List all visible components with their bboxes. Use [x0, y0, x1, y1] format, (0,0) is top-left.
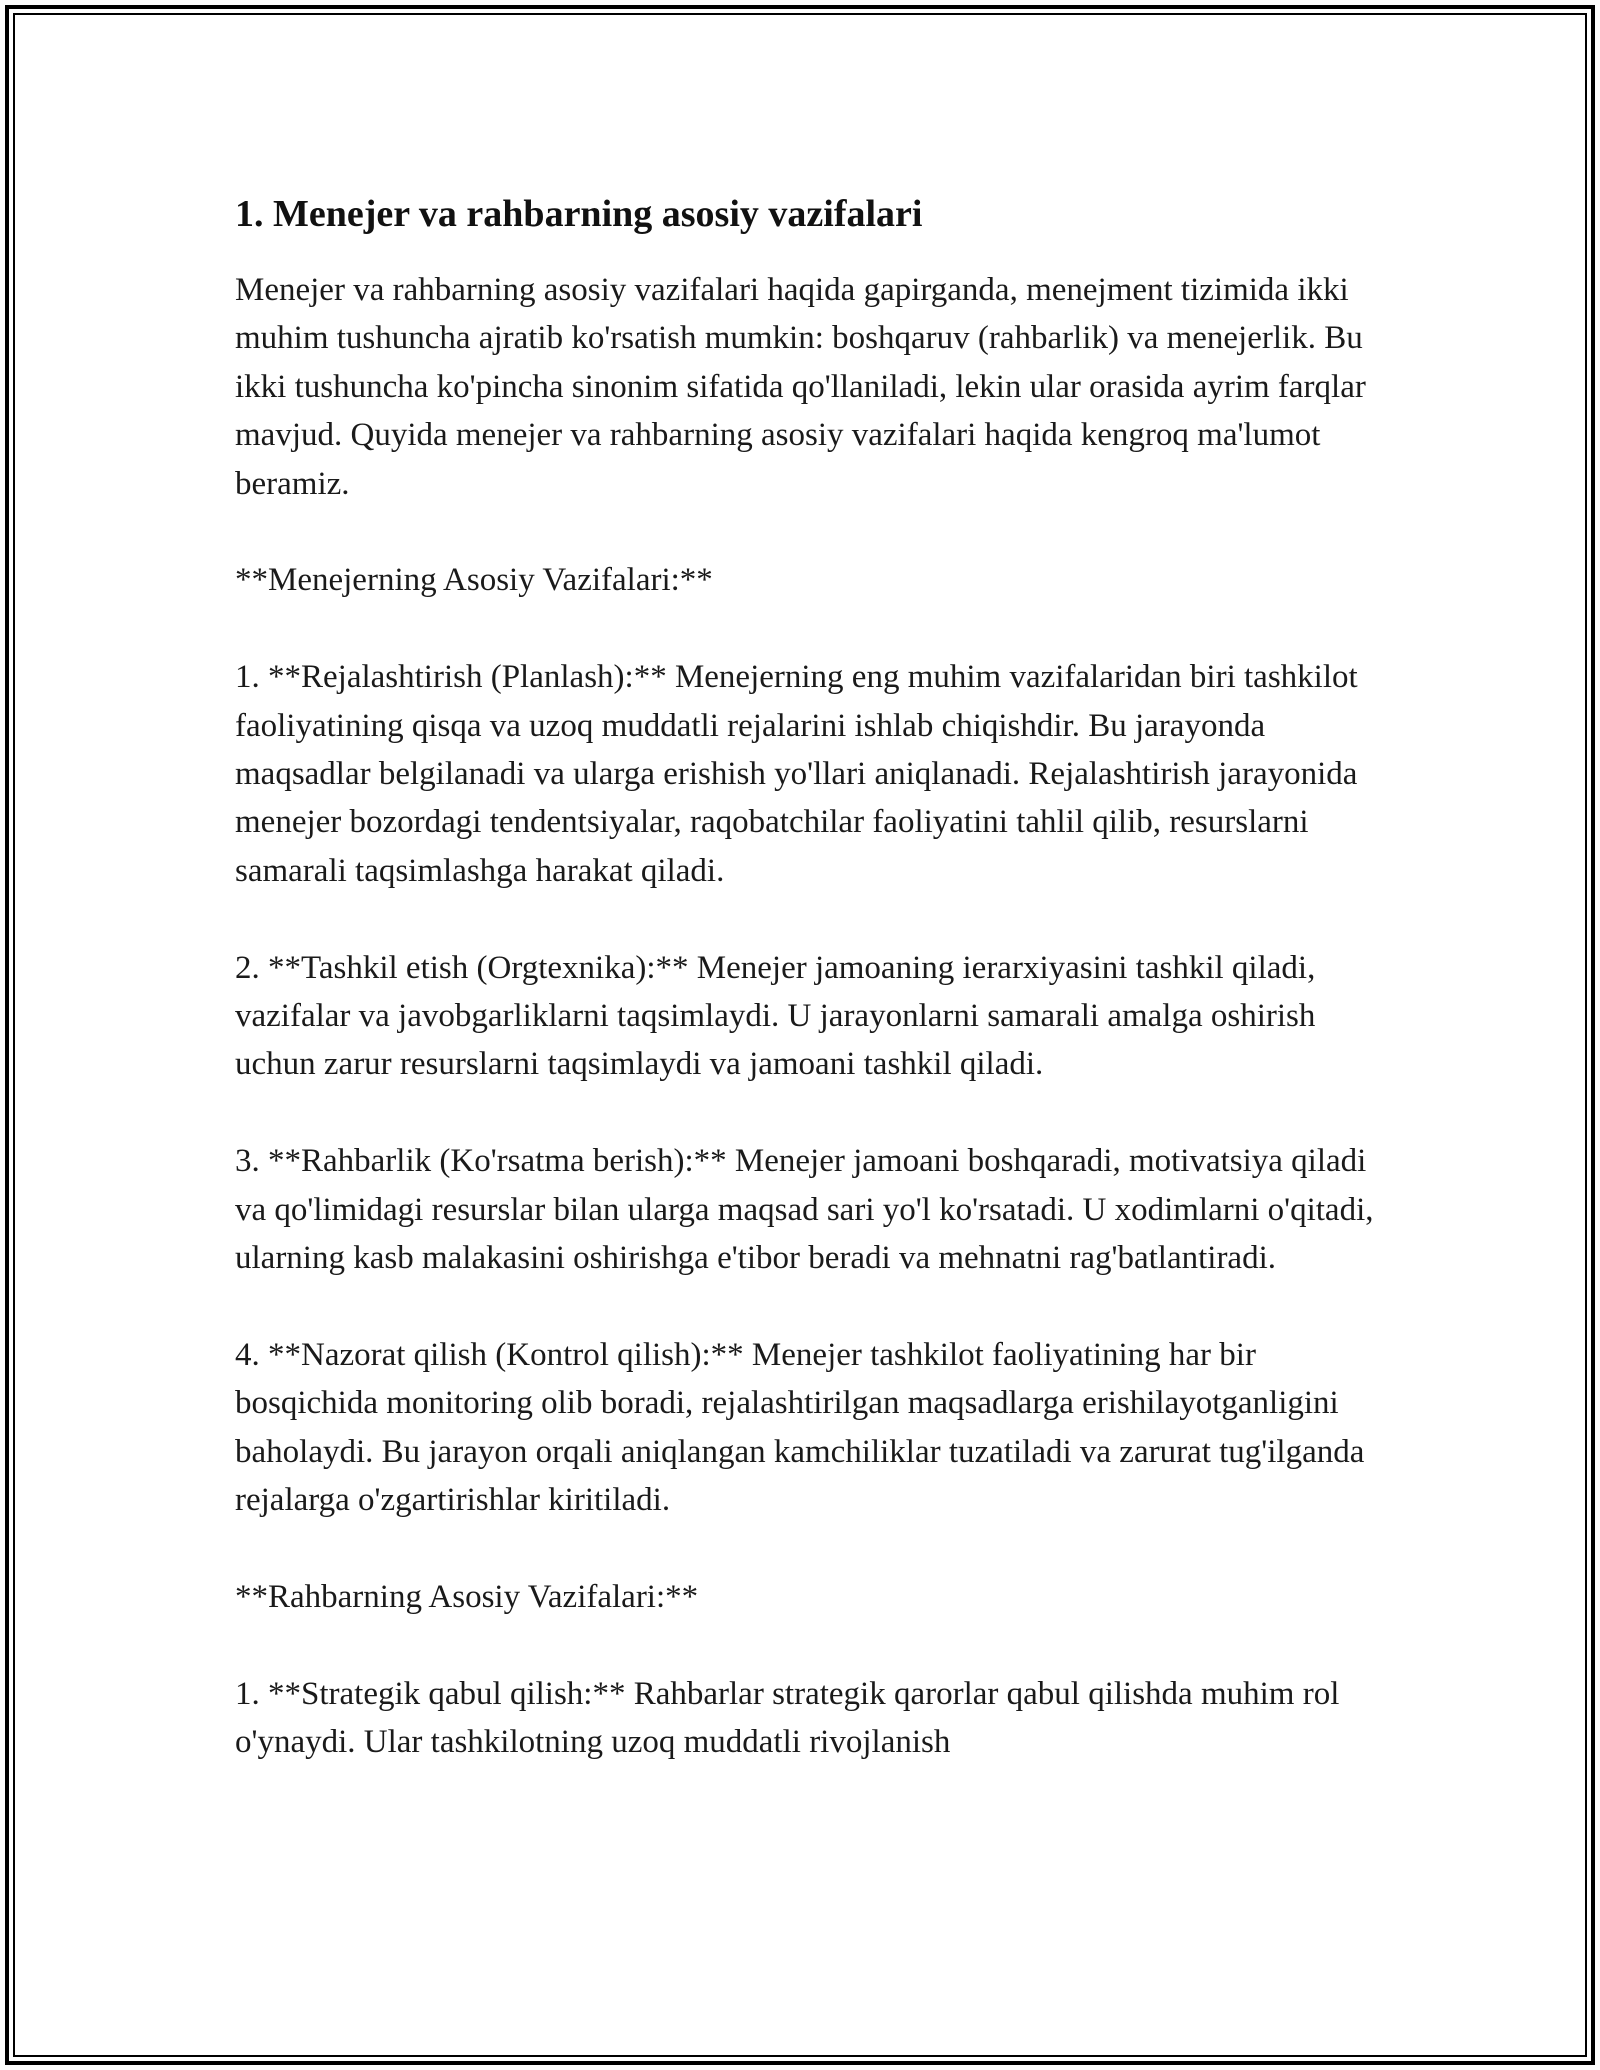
manager-duty-organizing: 2. **Tashkil etish (Orgtexnika):** Menejer jamoaning ierarxiyasini tashkil qiladi, vazifalar va javobgarliklarni taqsimlaydi. U jarayonlarni samarali amalga oshirish uchun zarur resurslarni taqsimlaydi va jamoani tashkil qiladi. — [235, 949, 1316, 1083]
manager-duties-heading: **Menejerning Asosiy Vazifalari:** — [235, 562, 713, 599]
document-body — [235, 186, 1375, 1766]
manager-duty-planning: 1. **Rejalashtirish (Planlash):** Menejerning eng muhim vazifalaridan biri tashkilot faoliyatining qisqa va uzoq muddatli rejalarini ishlab chiqishdir. Bu jarayonda maqsadlar belgilanadi va ularga erishish yo'llari aniqlanadi. Rejalashtirish jarayonida menejer bozordagi tendentsiyalar, raqobatchilar faoliyatini tahlil qilib, resurslarni samarali taqsimlashga harakat qiladi. — [235, 659, 1358, 889]
intro-paragraph: Menejer va rahbarning asosiy vazifalari haqida gapirganda, menejment tizimida ikki muhim tushuncha ajratib ko'rsatish mumkin: boshqaruv (rahbarlik) va menejerlik. Bu ikki tushuncha ko'pincha sinonim sifatida qo'llaniladi, lekin ular orasida ayrim farqlar mavjud. Quyida menejer va rahbarning asosiy vazifalari haqida kengroq ma'lumot beramiz. — [235, 272, 1366, 502]
leader-duties-heading: **Rahbarning Asosiy Vazifalari:** — [235, 1578, 699, 1615]
manager-duty-controlling: 4. **Nazorat qilish (Kontrol qilish):** Menejer tashkilot faoliyatining har bir bosqichida monitoring olib boradi, rejalashtirilgan maqsadlarga erishilayotganligini baholaydi. Bu jarayon orqali aniqlangan kamchiliklar tuzatiladi va zarurat tug'ilganda rejalarga o'zgartirishlar kiritiladi. — [235, 1336, 1365, 1519]
manager-duty-leading: 3. **Rahbarlik (Ko'rsatma berish):** Menejer jamoani boshqaradi, motivatsiya qiladi va qo'limidagi resurslar bilan ularga maqsad sari yo'l ko'rsatadi. U xodimlarni o'qitadi, ularning kasb malakasini oshirishga e'tibor beradi va mehnatni rag'batlantiradi. — [235, 1143, 1374, 1277]
document-title: 1. Menejer va rahbarning asosiy vazifalari — [235, 193, 923, 235]
leader-duty-strategic: 1. **Strategik qabul qilish:** Rahbarlar strategik qarorlar qabul qilishda muhim rol o'ynaydi. Ular tashkilotning uzoq muddatli rivojlanish — [235, 1675, 1340, 1761]
